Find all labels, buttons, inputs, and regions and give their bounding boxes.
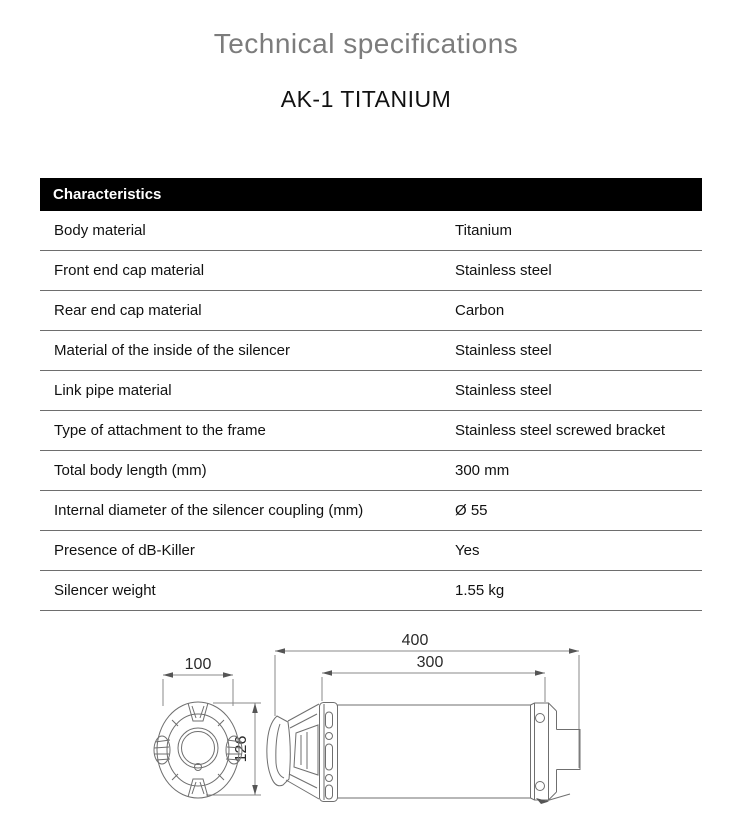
table-row: [40, 211, 702, 251]
row-value: Ø 55: [455, 502, 488, 519]
table-row: [40, 371, 702, 411]
row-value: Stainless steel: [455, 342, 552, 359]
row-label: Link pipe material: [54, 382, 172, 399]
row-label: Material of the inside of the silencer: [54, 342, 290, 359]
table-row: [40, 331, 702, 371]
row-label: Body material: [54, 222, 146, 239]
table-header: Characteristics: [40, 178, 702, 211]
technical-drawing: [0, 628, 732, 819]
row-label: Front end cap material: [54, 262, 205, 279]
table-row: [40, 491, 702, 531]
row-label: Rear end cap material: [54, 302, 202, 319]
dimension-label-total-length: 400: [401, 632, 429, 649]
row-label: Internal diameter of the silencer coupling (mm): [54, 502, 364, 519]
page-title: Technical specifications: [213, 28, 519, 59]
row-value: 1.55 kg: [455, 582, 505, 599]
table-row: [40, 451, 702, 491]
row-value: 300 mm: [455, 462, 510, 479]
row-value: Yes: [455, 542, 480, 559]
table-row: [40, 291, 702, 331]
product-name: AK-1 TITANIUM: [280, 86, 452, 112]
dimension-label-body-length: 300: [416, 654, 444, 671]
row-value: Titanium: [455, 222, 512, 239]
row-value: Stainless steel: [455, 382, 552, 399]
table-row: [40, 531, 702, 571]
row-label: Total body length (mm): [54, 462, 207, 479]
row-label: Type of attachment to the frame: [54, 422, 266, 439]
table-row: [40, 411, 702, 451]
row-value: Carbon: [455, 302, 505, 319]
row-value: Stainless steel screwed bracket: [455, 422, 666, 439]
dimension-label-front-height: 126: [233, 735, 250, 763]
dimension-body-length: [322, 670, 545, 702]
row-label: Presence of dB-Killer: [54, 542, 195, 559]
characteristics-table: [40, 178, 702, 611]
row-value: Stainless steel: [455, 262, 552, 279]
dimension-front-width: [163, 672, 233, 706]
silencer-front-view: [154, 702, 242, 798]
table-row: [40, 571, 702, 611]
row-label: Silencer weight: [54, 582, 156, 599]
table-row: [40, 251, 702, 291]
silencer-side-view: [267, 703, 580, 805]
dimension-label-front-width: 100: [184, 656, 212, 673]
